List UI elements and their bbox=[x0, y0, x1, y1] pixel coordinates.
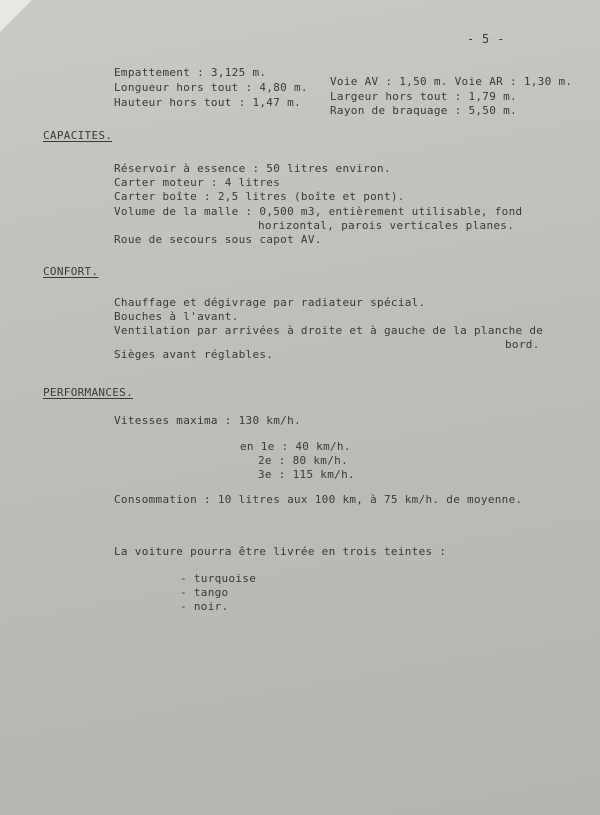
section-heading-capacites: CAPACITES. bbox=[43, 129, 113, 142]
section-heading-confort: CONFORT. bbox=[43, 265, 99, 278]
confort-line: bord. bbox=[505, 338, 540, 351]
dimension-line: Hauteur hors tout : 1,47 m. bbox=[114, 96, 301, 109]
dimension-line: Largeur hors tout : 1,79 m. bbox=[330, 90, 517, 103]
confort-line: Bouches à l'avant. bbox=[114, 310, 239, 323]
capacites-line: Carter boîte : 2,5 litres (boîte et pont). bbox=[114, 190, 405, 203]
confort-line: Chauffage et dégivrage par radiateur spécial. bbox=[114, 296, 426, 309]
capacites-line: Volume de la malle : 0,500 m3, entièrement utilisable, fond bbox=[114, 205, 523, 218]
capacites-line: Carter moteur : 4 litres bbox=[114, 176, 281, 189]
dimension-line: Longueur hors tout : 4,80 m. bbox=[114, 81, 308, 94]
capacites-line: Roue de secours sous capot AV. bbox=[114, 233, 322, 246]
teinte-item: - turquoise bbox=[180, 572, 257, 585]
capacites-line: horizontal, parois verticales planes. bbox=[258, 219, 515, 232]
confort-line: Sièges avant réglables. bbox=[114, 348, 274, 361]
dimension-line: Voie AV : 1,50 m. Voie AR : 1,30 m. bbox=[330, 75, 573, 88]
folded-corner bbox=[0, 0, 32, 32]
gear-line: 3e : 115 km/h. bbox=[258, 468, 355, 481]
teinte-item: - noir. bbox=[180, 600, 229, 613]
confort-line: Ventilation par arrivées à droite et à gauche de la planche de bbox=[114, 324, 544, 337]
section-heading-performances: PERFORMANCES. bbox=[43, 386, 133, 399]
gear-line: 2e : 80 km/h. bbox=[258, 454, 348, 467]
page-number: - 5 - bbox=[467, 32, 505, 46]
teintes-intro: La voiture pourra être livrée en trois teintes : bbox=[114, 545, 447, 558]
dimension-line: Rayon de braquage : 5,50 m. bbox=[330, 104, 517, 117]
teinte-item: - tango bbox=[180, 586, 229, 599]
dimension-line: Empattement : 3,125 m. bbox=[114, 66, 267, 79]
consommation-line: Consommation : 10 litres aux 100 km, à 75 km/h. de moyenne. bbox=[114, 493, 523, 506]
gear-line: en 1e : 40 km/h. bbox=[240, 440, 351, 453]
capacites-line: Réservoir à essence : 50 litres environ. bbox=[114, 162, 391, 175]
vitesse-line: Vitesses maxima : 130 km/h. bbox=[114, 414, 301, 427]
